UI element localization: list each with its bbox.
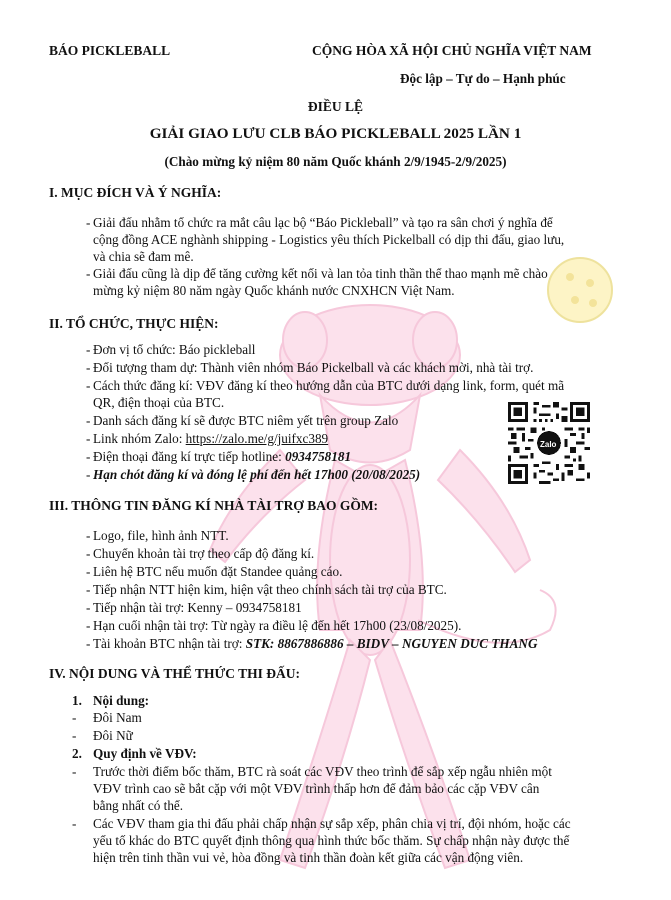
bullet-dash: -: [86, 266, 91, 281]
header-organization: BÁO PICKLEBALL: [49, 43, 171, 58]
rule-2-line-2: yếu tố khác do BTC quyết định thông qua hình thức bốc thăm. Sự chấp nhận này được thể: [93, 833, 570, 848]
bullet-dash: -: [86, 467, 91, 482]
bullet-dash: -: [72, 764, 77, 779]
bullet-dash: -: [86, 618, 91, 633]
bullet-dash: -: [72, 816, 77, 831]
section-2-item-hotline: [93, 448, 351, 465]
section-3-item-deadline: Hạn cuối nhận tài trợ: Từ ngày ra điều lệ đến hết 17h00 (23/08/2025).: [93, 618, 462, 633]
bullet-dash: -: [86, 360, 91, 375]
rule-2-line-3: hiện trên tinh thần vui vẻ, hòa đồng và tinh thần đoàn kết giữa các vận động viên.: [93, 850, 524, 865]
subsection-1-title: Nội dung:: [93, 693, 150, 708]
section-2-item-participants: Đối tượng tham dự: Thành viên nhóm Báo Pickelball và các khách mời, nhà tài trợ.: [93, 360, 534, 375]
bullet-dash: -: [86, 378, 91, 393]
hotline-label: Điện thoại đăng kí trực tiếp hotline:: [93, 449, 286, 464]
document-subtitle: (Chào mừng kỷ niệm 80 năm Quốc khánh 2/9/1945-2/9/2025): [164, 154, 507, 169]
section-1-item-1-line-2: cộng đồng ACE nghành shipping - Logistics yêu thích Pickelball có dịp thi đấu, giao lưu,: [93, 232, 565, 247]
section-4-heading: IV. NỘI DUNG VÀ THỂ THỨC THI ĐẤU:: [49, 666, 301, 681]
section-3-item-logo: Logo, file, hình ảnh NTT.: [93, 528, 229, 543]
bank-account-number: STK: 8867886886 – BIDV – NGUYEN DUC THANG: [245, 636, 538, 651]
section-2-item-registration-method-cont: QR, điện thoại của BTC.: [93, 395, 225, 410]
bullet-dash: -: [86, 449, 91, 464]
section-2-item-list: Danh sách đăng kí sẽ được BTC niêm yết trên group Zalo: [93, 413, 399, 428]
bullet-dash: -: [86, 600, 91, 615]
section-3-item-in-kind: Tiếp nhận NTT hiện kim, hiện vật theo chính sách tài trợ của BTC.: [93, 582, 447, 597]
section-2-item-deadline: Hạn chót đăng kí và đóng lệ phí đến hết 17h00 (20/08/2025): [93, 467, 421, 482]
bullet-dash: -: [86, 564, 91, 579]
section-2-item-organizer: Đơn vị tổ chức: Báo pickleball: [93, 342, 256, 357]
section-1-item-2-line-2: mừng kỷ niệm 80 năm ngày Quốc khánh nước CNXHCN Việt Nam.: [93, 283, 455, 298]
bank-account-label: Tài khoản BTC nhận tài trợ:: [93, 636, 246, 651]
qr-zalo-badge: Zalo: [540, 440, 557, 449]
bullet-dash: -: [86, 582, 91, 597]
event-womens-doubles: Đôi Nữ: [93, 728, 133, 743]
header-nation: CỘNG HÒA XÃ HỘI CHỦ NGHĨA VIỆT NAM: [312, 43, 592, 58]
bullet-dash: -: [86, 546, 91, 561]
section-3-heading: III. THÔNG TIN ĐĂNG KÍ NHÀ TÀI TRỢ BAO GỒM:: [49, 498, 379, 513]
zalo-group-link[interactable]: https://zalo.me/g/juifxc389: [185, 431, 329, 446]
bullet-dash: -: [72, 710, 77, 725]
section-3-item-transfer: Chuyển khoản tài trợ theo cấp độ đăng kí.: [93, 546, 315, 561]
subsection-2-title: Quy định về VĐV:: [93, 746, 197, 761]
bullet-dash: -: [86, 431, 91, 446]
subsection-2-number: 2.: [72, 746, 82, 761]
bullet-dash: -: [86, 215, 91, 230]
header-motto: Độc lập – Tự do – Hạnh phúc: [400, 71, 566, 86]
zalo-link-label: Link nhóm Zalo:: [93, 431, 186, 446]
subsection-1-number: 1.: [72, 693, 82, 708]
section-2-heading: II. TỔ CHỨC, THỰC HIỆN:: [49, 316, 219, 331]
bullet-dash: -: [72, 728, 77, 743]
bullet-dash: -: [86, 342, 91, 357]
section-3-item-standee: Liên hệ BTC nếu muốn đặt Standee quảng cáo.: [93, 564, 343, 579]
rule-1-line-1: Trước thời điểm bốc thăm, BTC rà soát các VĐV theo trình để sắp xếp ngẫu nhiên một: [93, 764, 552, 779]
section-1-heading: I. MỤC ĐÍCH VÀ Ý NGHĨA:: [49, 185, 222, 200]
section-3-item-contact: Tiếp nhận tài trợ: Kenny – 0934758181: [93, 600, 302, 615]
event-mens-doubles: Đôi Nam: [93, 710, 142, 725]
section-1-item-1-line-3: và chia sẽ đam mê.: [93, 249, 194, 264]
section-1-item-2-line-1: Giải đấu cũng là dịp để tăng cường kết nối và lan tỏa tinh thần thể thao mạnh mẽ chào: [93, 266, 548, 281]
bullet-dash: -: [86, 413, 91, 428]
hotline-number: 0934758181: [285, 449, 352, 464]
rule-1-line-2: VĐV trình cao sẽ bắt cặp với một VĐV trình thấp hơn để đảm bảo các cặp VĐV cân: [93, 781, 540, 796]
document-title: GIẢI GIAO LƯU CLB BÁO PICKLEBALL 2025 LẦN 1: [149, 125, 522, 142]
section-2-item-registration-method: Cách thức đăng kí: VĐV đăng kí theo hướng dẫn của BTC dưới dạng link, form, quét mã: [93, 378, 565, 393]
rule-1-line-3: bằng nhất có thể.: [93, 798, 184, 813]
bullet-dash: -: [86, 528, 91, 543]
section-1-item-1-line-1: Giải đấu nhằm tổ chức ra mắt câu lạc bộ “Báo Pickleball” và tạo ra sân chơi ý nghĩa để: [93, 215, 553, 230]
section-2-item-zalo-link: [93, 430, 328, 447]
rule-2-line-1: Các VĐV tham gia thi đấu phải chấp nhận sự sắp xếp, phân chia vị trí, đội nhóm, hoặc các: [93, 816, 571, 831]
section-3-item-bank-account: [93, 635, 538, 652]
document-type: ĐIỀU LỆ: [307, 99, 364, 114]
bullet-dash: -: [86, 636, 91, 651]
